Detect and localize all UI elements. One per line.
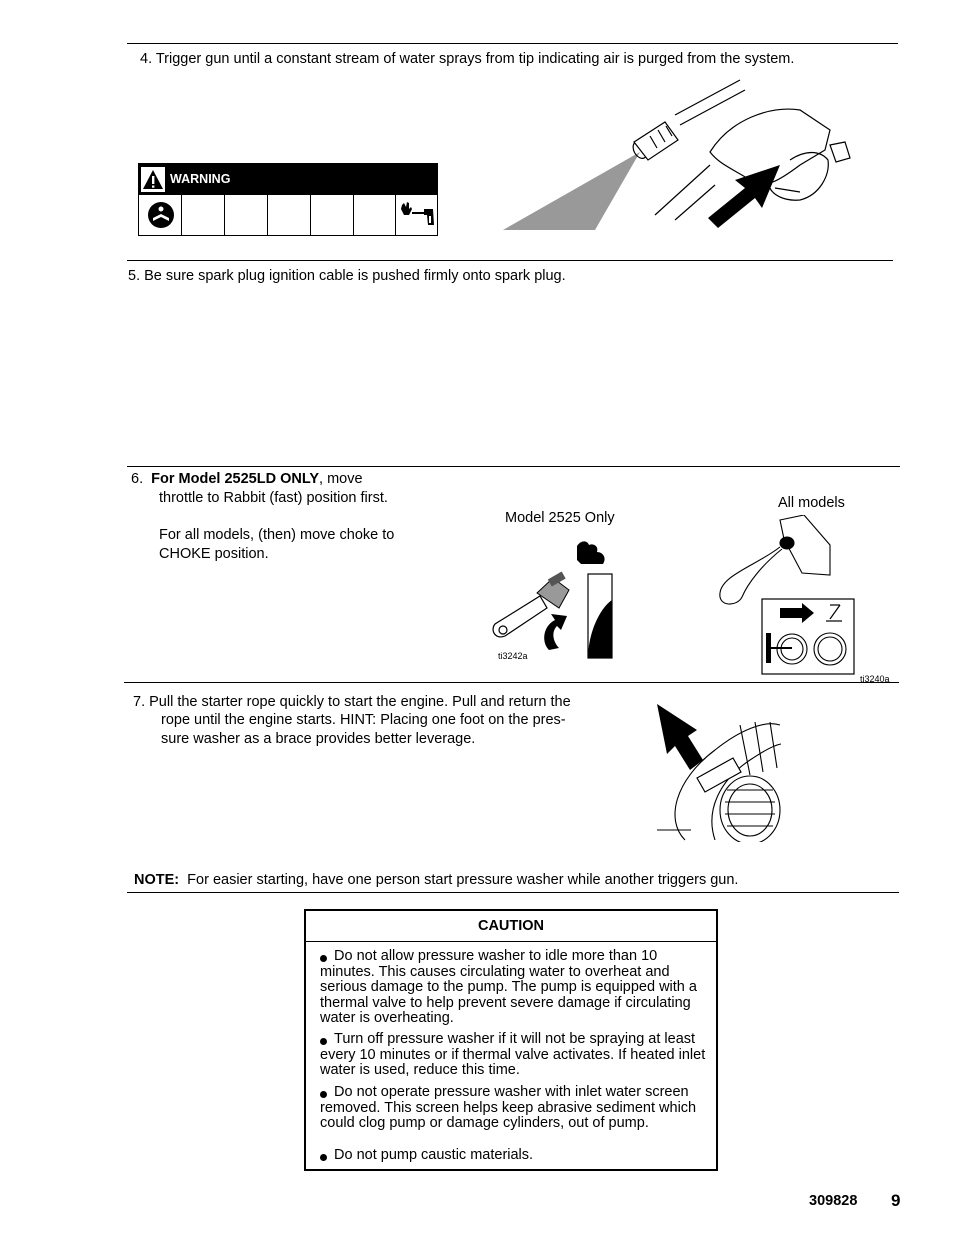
bullet-icon xyxy=(320,1091,327,1098)
warning-title: WARNING xyxy=(170,172,231,186)
step6-bold: For Model 2525LD ONLY xyxy=(151,471,320,487)
warning-cell-7 xyxy=(396,195,437,236)
step7-line2: rope until the engine starts. HINT: Placing one foot on the pres- xyxy=(161,712,566,728)
warning-cell-4 xyxy=(268,195,311,236)
step6-line4: CHOKE position. xyxy=(159,546,269,562)
figure-code-ti3242a: ti3242a xyxy=(498,651,528,661)
warning-cell-6 xyxy=(354,195,396,236)
warning-label-box xyxy=(138,163,438,236)
caution-item-4: Do not pump caustic materials. xyxy=(320,1148,706,1164)
read-manual-icon xyxy=(146,200,176,230)
choke-illustration xyxy=(712,515,857,677)
rule-step6 xyxy=(127,466,900,467)
warning-cell-1 xyxy=(139,195,182,236)
warning-cell-3 xyxy=(225,195,268,236)
step4-text: 4. Trigger gun until a constant stream of water sprays from tip indicating air is purged from the system. xyxy=(140,51,795,67)
rule-note xyxy=(127,892,899,893)
caution-item-2: Turn off pressure washer if it will not be spraying at least every 10 minutes or if thermal valve activates. If heated inlet water is used, reduce this time. xyxy=(320,1031,706,1078)
bullet-icon xyxy=(320,955,327,962)
caution-item-1: Do not allow pressure washer to idle more than 10 minutes. This causes circulating water to overheat and serious damage to the pump. The pump is equipped with a thermal valve to help prevent severe damage if circulating water is overheating. xyxy=(320,948,697,1026)
rule-top xyxy=(127,43,898,44)
step7-line3: sure washer as a brace provides better leverage. xyxy=(161,731,476,747)
note-label: NOTE: xyxy=(134,872,180,888)
step6-number: 6. xyxy=(131,471,144,487)
all-models-label: All models xyxy=(778,495,845,511)
doc-number: 309828 xyxy=(809,1193,858,1209)
caution-item-3: Do not operate pressure washer with inlet water screen removed. This screen helps keep abrasive sediment which could clog pump or damage cylinders, out of pump. xyxy=(320,1084,697,1131)
caution-title: CAUTION xyxy=(306,911,716,942)
starter-rope-illustration xyxy=(655,700,785,842)
bullet-icon xyxy=(320,1154,327,1161)
spray-gun-illustration xyxy=(500,70,860,232)
step6-line1 xyxy=(131,470,363,489)
warning-header xyxy=(139,164,437,195)
note-text: For easier starting, have one person start pressure washer while another triggers gun. xyxy=(187,872,739,888)
figure-code-ti3240a: ti3240a xyxy=(860,674,890,684)
bullet-icon xyxy=(320,1038,327,1045)
page-number: 9 xyxy=(891,1191,901,1210)
rule-step5 xyxy=(127,260,893,261)
caution-box xyxy=(304,909,718,1171)
step6-line1-rest: , move xyxy=(319,471,363,487)
note-line xyxy=(134,871,738,890)
step6-line3: For all models, (then) move choke to xyxy=(159,527,395,543)
model-2525-label: Model 2525 Only xyxy=(505,510,615,526)
step5-text: 5. Be sure spark plug ignition cable is pushed firmly onto spark plug. xyxy=(128,268,566,284)
step7-line1: 7. Pull the starter rope quickly to start the engine. Pull and return the xyxy=(133,694,571,710)
rule-step7 xyxy=(124,682,899,683)
warning-icon-cells xyxy=(139,195,437,236)
warning-cell-5 xyxy=(311,195,354,236)
warning-cell-2 xyxy=(182,195,225,236)
throttle-illustration xyxy=(485,538,620,660)
rabbit-icon xyxy=(577,541,605,564)
warning-triangle-icon xyxy=(141,167,165,192)
spray-gun-hand-icon xyxy=(398,199,436,231)
step6-line2: throttle to Rabbit (fast) position first. xyxy=(159,490,388,506)
